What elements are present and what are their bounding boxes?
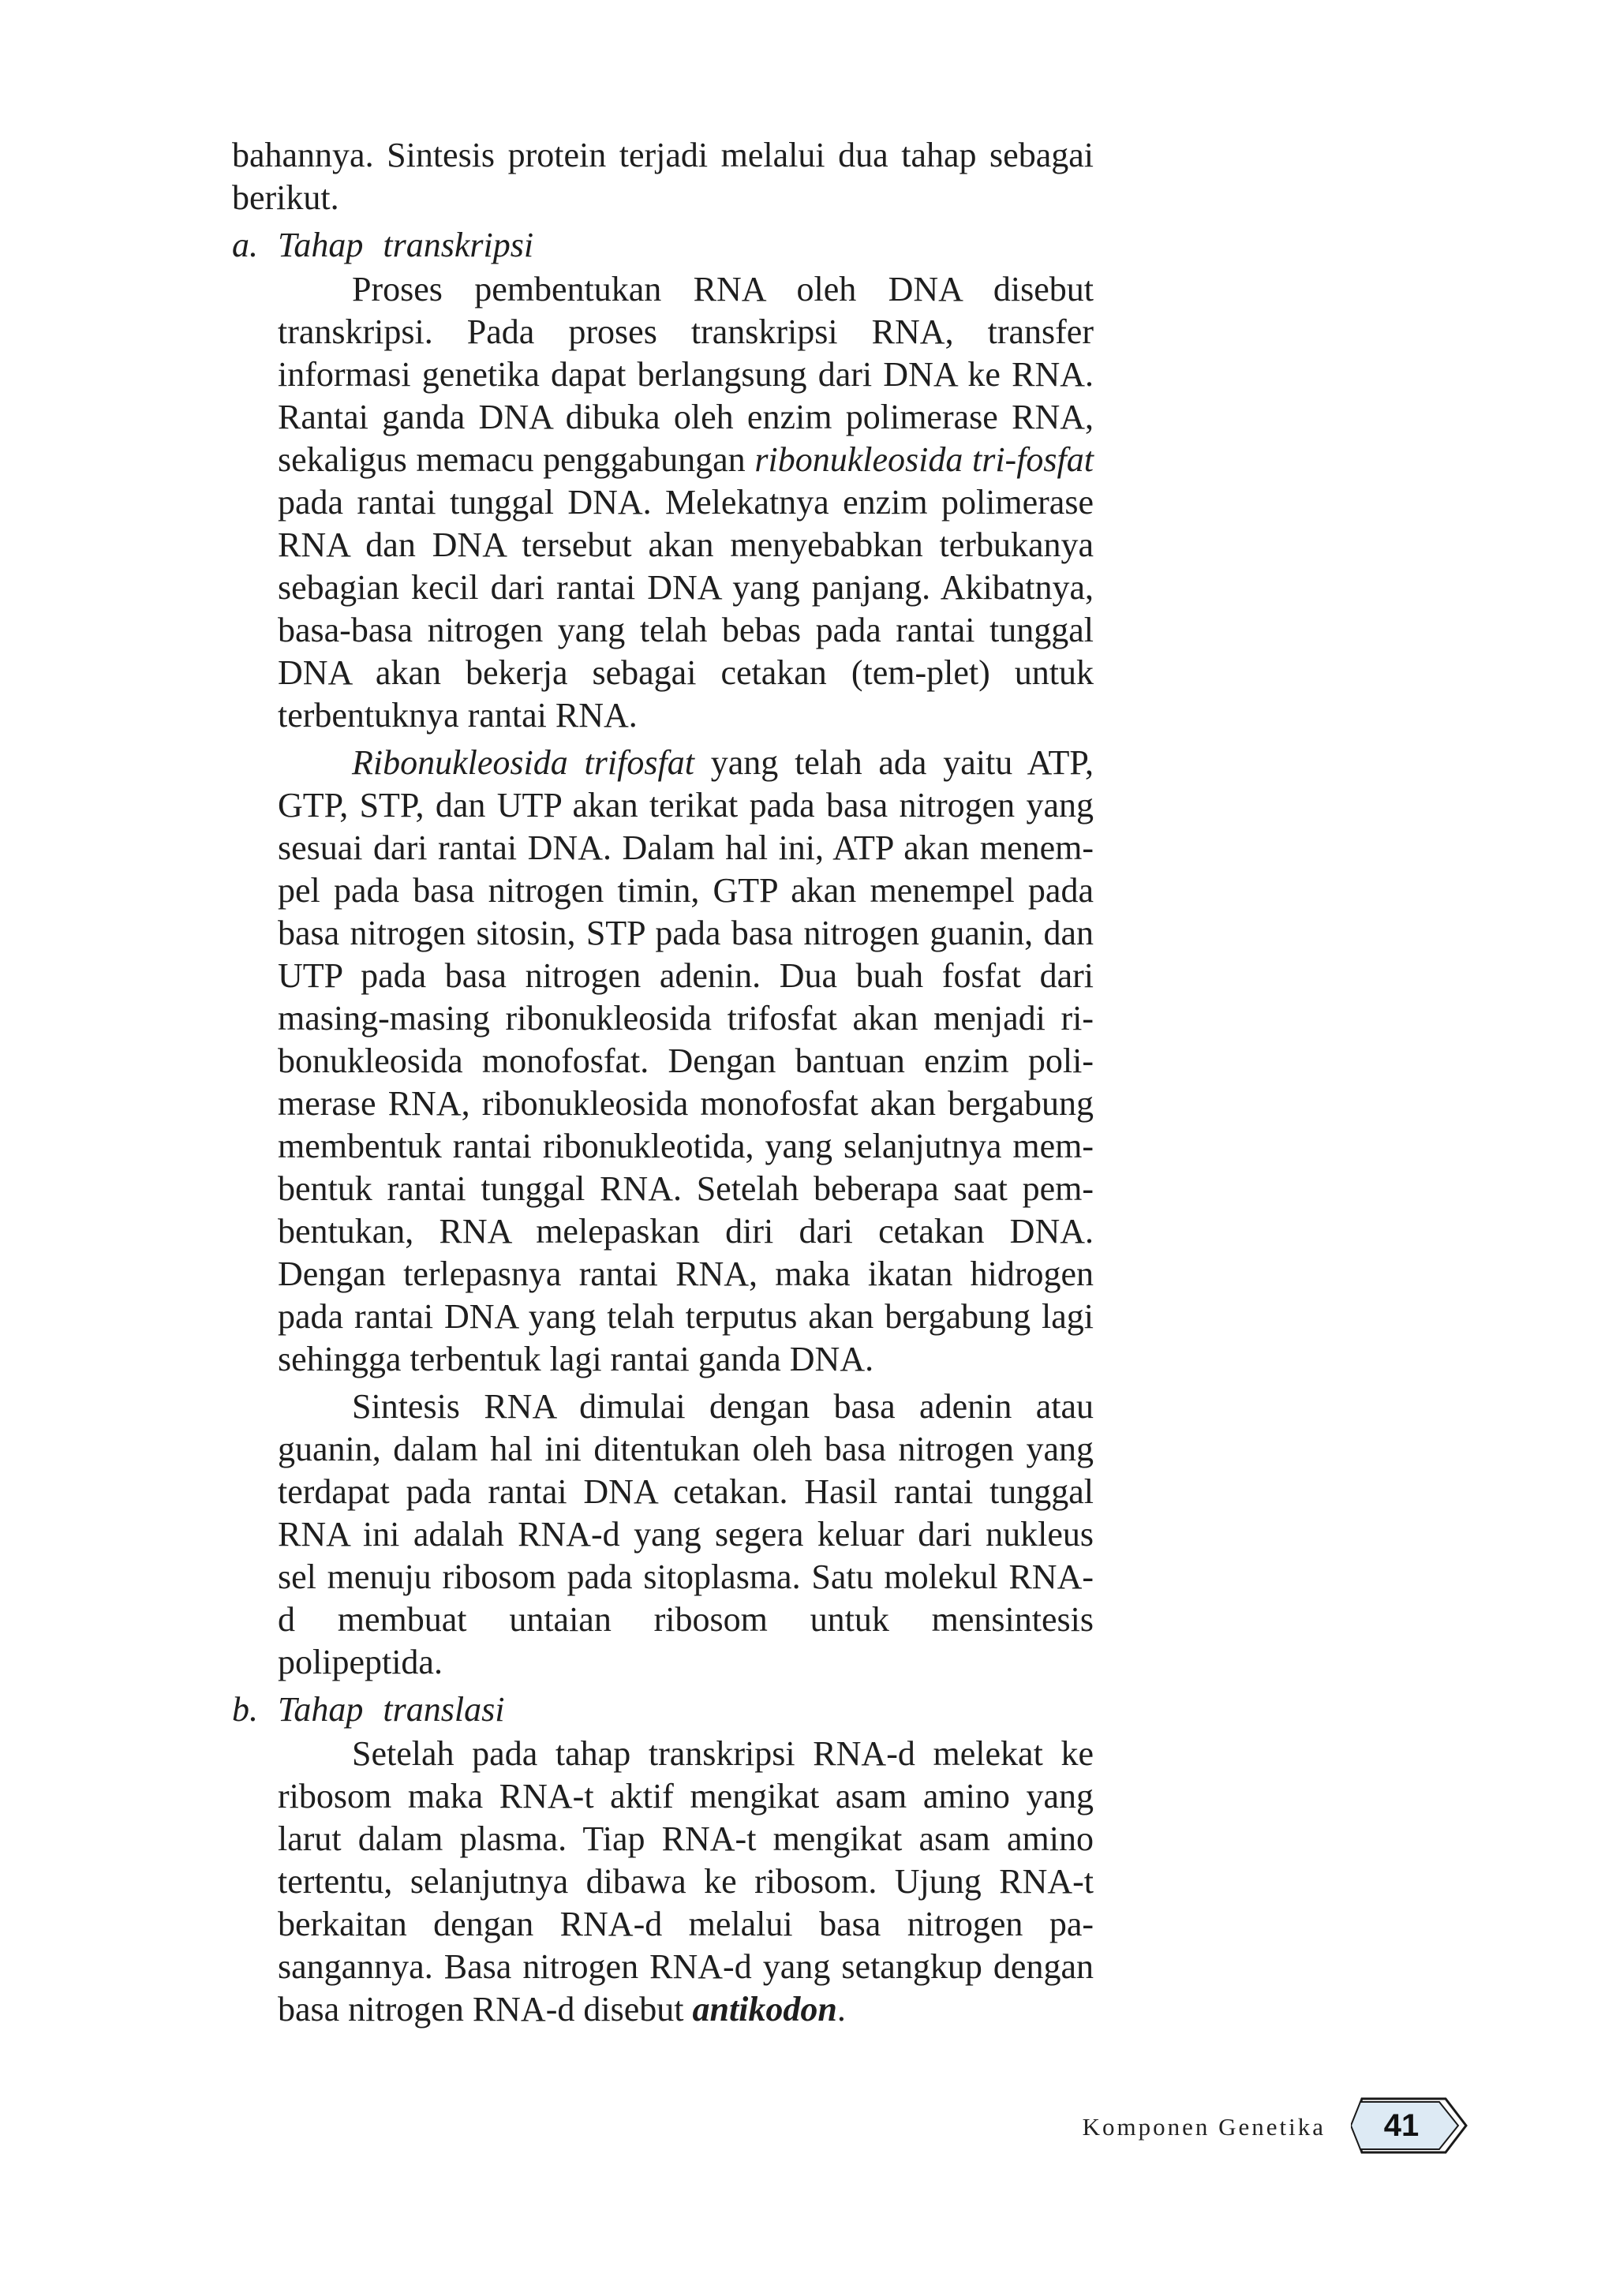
section-b-heading [232, 1688, 1094, 1731]
section-a-title: Tahap transkripsi [278, 226, 534, 264]
section-a-p1-italic: ribonukleosida tri-fosfat [754, 440, 1094, 479]
section-a-body [232, 268, 1094, 1684]
intro-paragraph: bahannya. Sintesis protein terjadi melalui dua tahap sebagai berikut. [232, 136, 1094, 217]
section-a-p2-italic: Ribonukleosida trifosfat [352, 743, 694, 782]
section-b-p1-text: Setelah pada tahap transkripsi RNA-d melekat ke ribosom maka RNA-t aktif mengikat asam amino yang larut dalam plasma. Tiap RNA-t mengikat asam amino tertentu, selanjutnya dibawa ke ribosom. Ujung RNA-t berkaitan dengan RNA-d melalui basa nitrogen pa-sangannya. Basa nitrogen RNA-d yang setangkup dengan basa nitrogen RNA-d disebut [278, 1734, 1094, 2029]
section-a-p2-text: yang telah ada yaitu ATP, GTP, STP, dan UTP akan terikat pada basa nitrogen yang sesuai dari rantai DNA. Dalam hal ini, ATP akan menem-pel pada basa nitrogen timin, GTP akan menempel pada basa nitrogen sitosin, STP pada basa nitrogen guanin, dan UTP pada basa nitrogen adenin. Dua buah fosfat dari masing-masing ribonukleosida trifosfat akan menjadi ri-bonukleosida monofosfat. Dengan bantuan enzim poli-merase RNA, ribonukleosida monofosfat akan bergabung membentuk rantai ribonukleotida, yang selanjutnya mem-bentuk rantai tunggal RNA. Setelah beberapa saat pem-bentukan, RNA melepaskan diri dari cetakan DNA. Dengan terlepasnya rantai RNA, maka ikatan hidrogen pada rantai DNA yang telah terputus akan bergabung lagi sehingga terbentuk lagi rantai ganda DNA. [278, 743, 1094, 1378]
text-column [232, 134, 1094, 2031]
page-number: 41 [1383, 2108, 1420, 2143]
section-a-letter: a. [232, 226, 258, 264]
section-a-paragraph-3: Sintesis RNA dimulai dengan basa adenin atau guanin, dalam hal ini ditentukan oleh basa nitrogen yang terdapat pada rantai DNA cetakan. Hasil rantai tunggal RNA ini adalah RNA-d yang segera keluar dari nukleus sel menuju ribosom pada sitoplasma. Satu molekul RNA-d membuat untaian ribosom untuk mensintesis polipeptida. [278, 1387, 1094, 1681]
page-footer [0, 2097, 1616, 2168]
section-b-letter: b. [232, 1690, 258, 1729]
section-b-body [232, 1733, 1094, 2031]
section-a-paragraph-2 [278, 742, 1094, 1381]
section-a-heading [232, 224, 1094, 267]
section-b-p1-end: . [836, 1990, 846, 2029]
section-b-title: Tahap translasi [278, 1690, 505, 1729]
section-a-p1-text-2: pada rantai tunggal DNA. Melekatnya enzim polimerase RNA dan DNA tersebut akan menyebabkan terbukanya sebagian kecil dari rantai DNA yang panjang. Akibatnya, basa-basa nitrogen yang telah bebas pada rantai tunggal DNA akan bekerja sebagai cetakan (tem-plet) untuk terbentuknya rantai RNA. [278, 483, 1094, 735]
chapter-title: Komponen Genetika [1082, 2113, 1326, 2141]
antikodon-term: antikodon [692, 1990, 837, 2029]
section-b-paragraph-1 [278, 1733, 1094, 2031]
section-a-p1-text-1: Proses pembentukan RNA oleh DNA disebut transkripsi. Pada proses transkripsi RNA, transfer informasi genetika dapat berlangsung dari DNA ke RNA. Rantai ganda DNA dibuka oleh enzim polimerase RNA, sekaligus memacu penggabungan [278, 270, 1094, 479]
section-a-paragraph-1 [278, 268, 1094, 737]
